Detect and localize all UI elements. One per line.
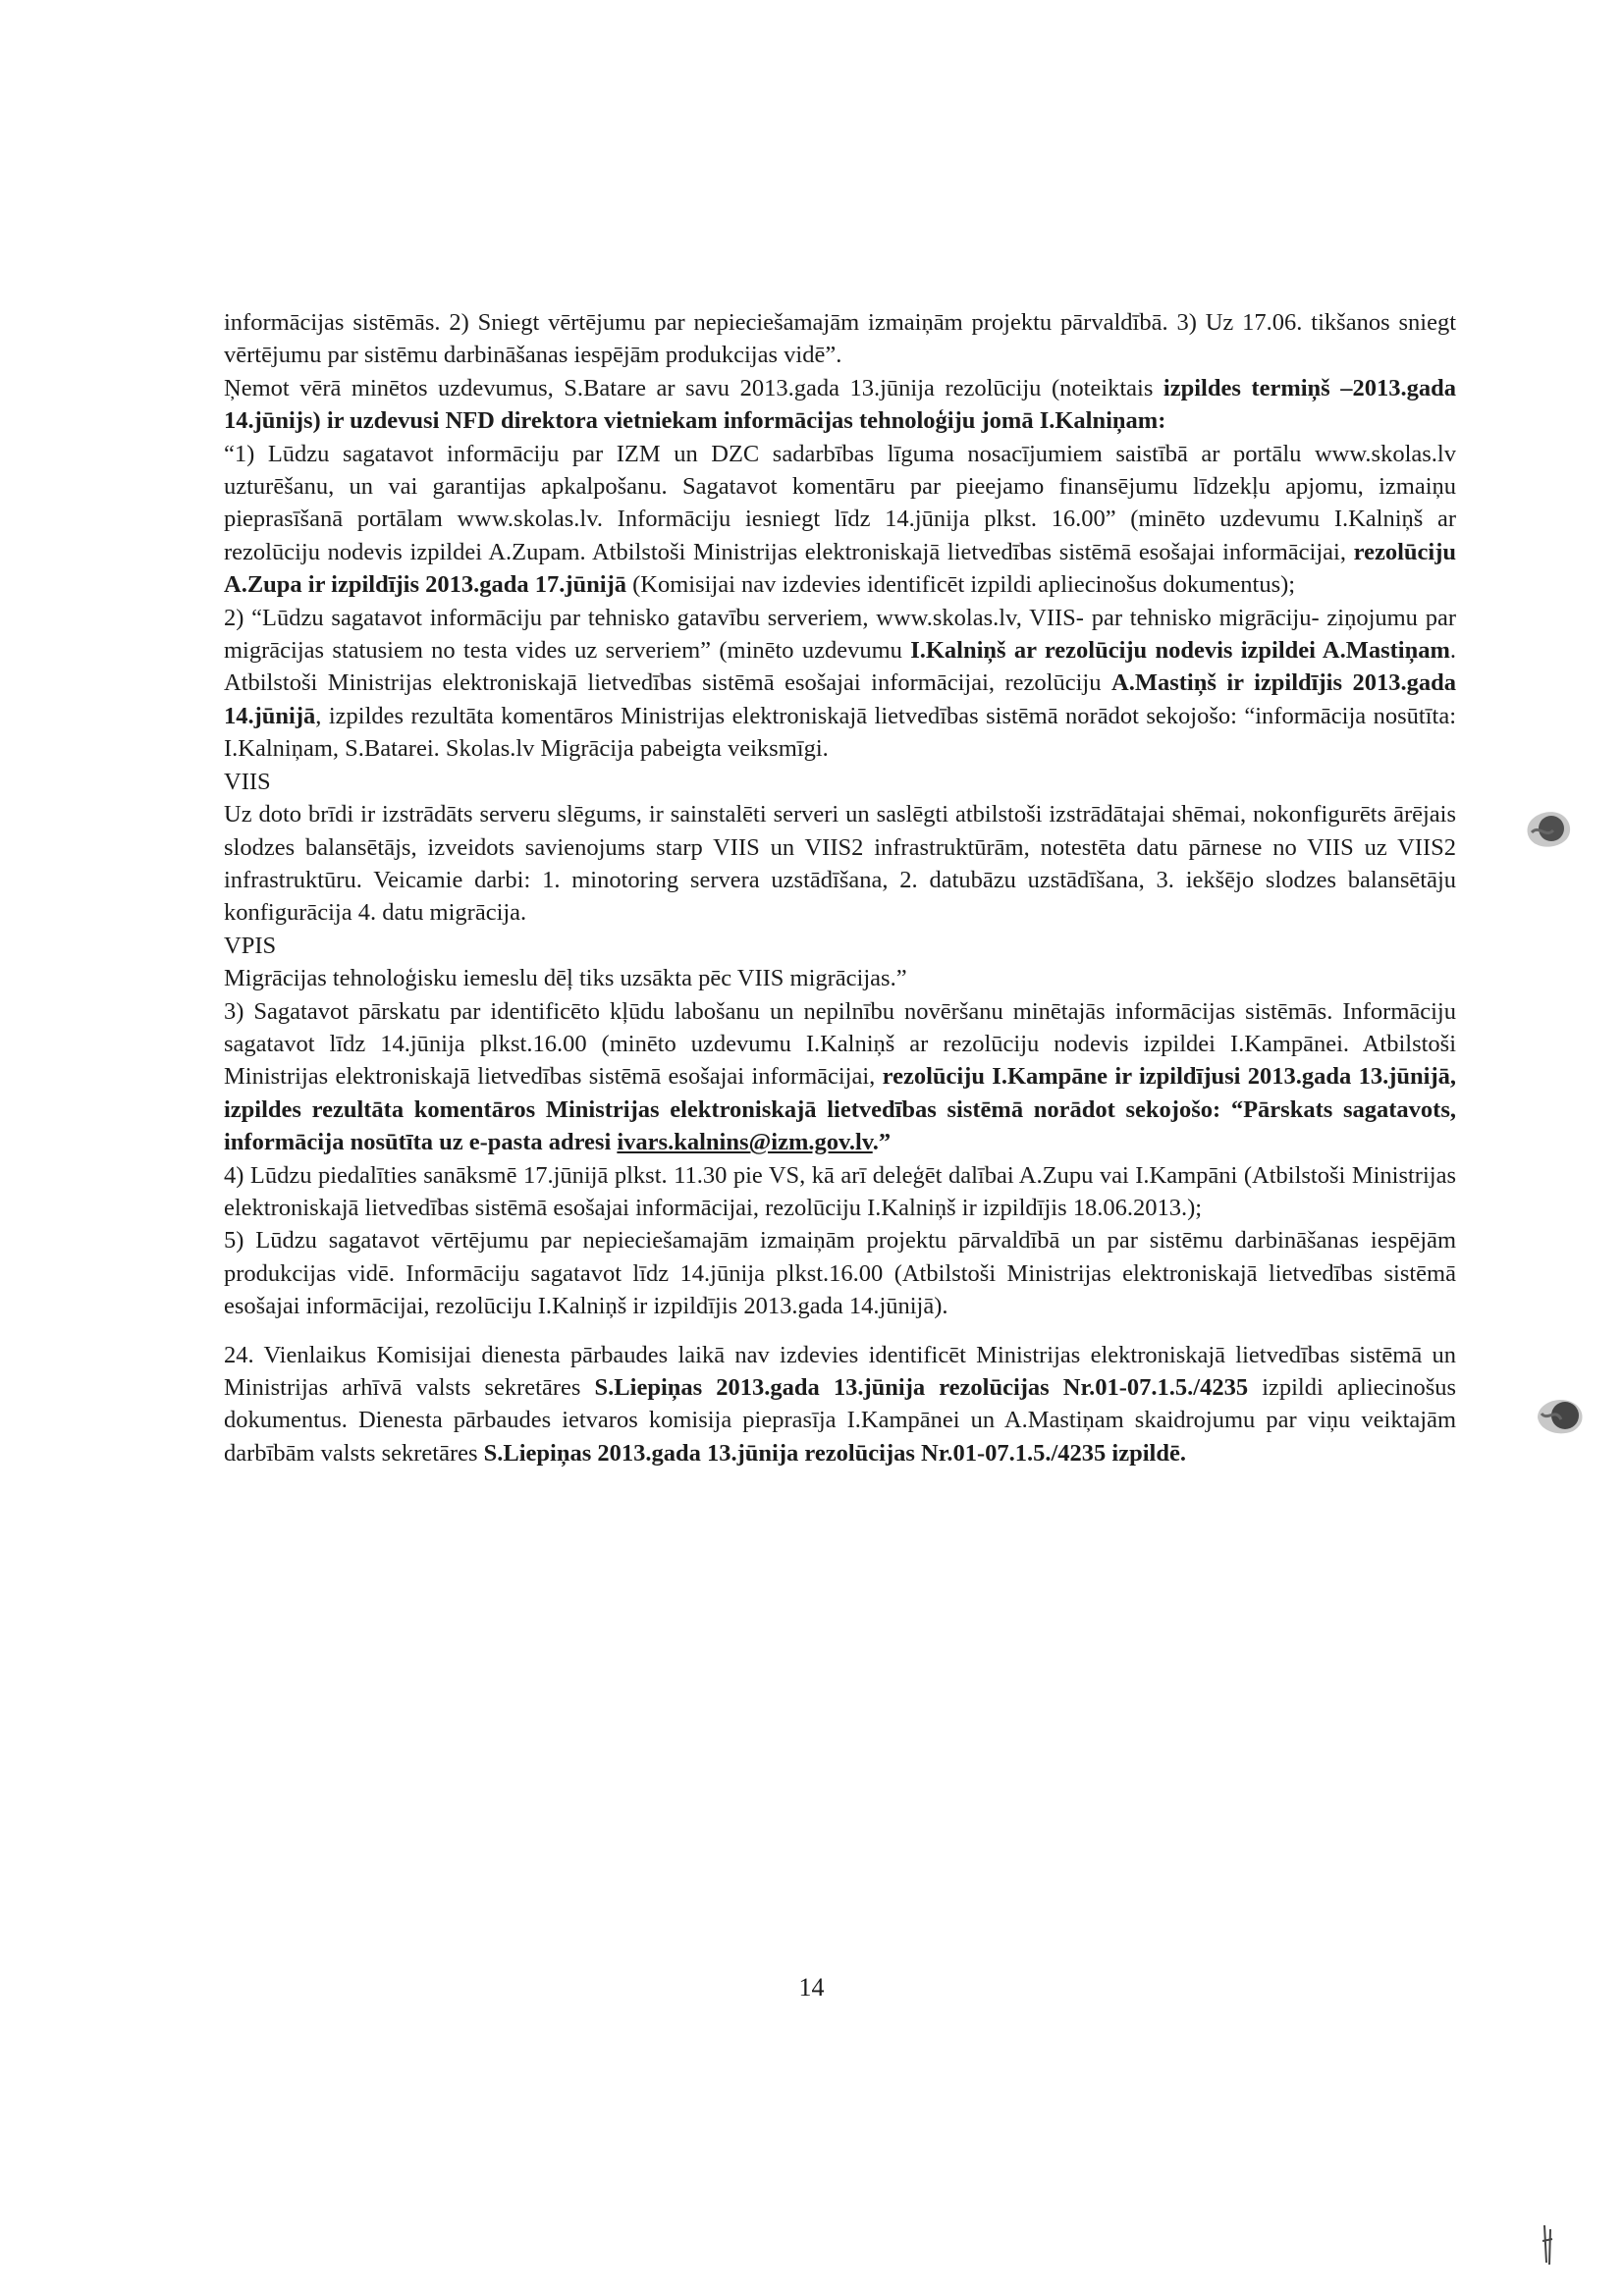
hole-punch-mark-icon	[1532, 1392, 1591, 1439]
page-number: 14	[798, 1973, 825, 2002]
paragraph-task-5: 5) Lūdzu sagatavot vērtējumu par nepieciešamajām izmaiņām projektu pārvaldībā un par sistēmu darbināšanas iespējām produkcijas vidē. Informāciju sagatavot līdz 14.jūnija plkst.16.00 (Atbilstoši Ministrijas elektroniskajā lietvedības sistēmā esošajai informācijai, rezolūciju I.Kalniņš ir izpildījis 2013.gada 14.jūnijā).	[224, 1227, 1456, 1320]
paragraph-24: 24. Vienlaikus Komisijai dienesta pārbaudes laikā nav izdevies identificēt Ministrijas elektroniskajā lietvedības sistēmā un Ministrijas arhīvā valsts sekretāres S.Liepiņas 2013.gada 13.jūnija rezolūcijas Nr.01-07.1.5./4235 izpildi apliecinošus dokumentus. Dienesta pārbaudes ietvaros komisija pieprasīja I.Kampānei un A.Mastiņam skaidrojumu par viņu veiktajām darbībām valsts sekretāres S.Liepiņas 2013.gada 13.jūnija rezolūcijas Nr.01-07.1.5./4235 izpildē.	[224, 1341, 1457, 1467]
heading-vpis: VPIS	[224, 932, 277, 959]
paragraph-task-2: 2) “Lūdzu sagatavot informāciju par tehnisko gatavību serveriem, www.skolas.lv, VIIS- par tehnisko migrāciju- ziņojumu par migrācijas statusiem no testa vides uz serveriem” (minēto uzdevumu I.Kalniņš ar rezolūciju nodevis izpildei A.Mastiņam. Atbilstoši Ministrijas elektroniskajā lietvedības sistēmā esošajai informācijai, rezolūciju A.Mastiņš ir izpildījis 2013.gada 14.jūnijā, izpildes rezultāta komentāros Ministrijas elektroniskajā lietvedības sistēmā norādot sekojošo: “informācija nosūtīta: I.Kalniņam, S.Batarei. Skolas.lv Migrācija pabeigta veiksmīgi.	[224, 604, 1456, 763]
paragraph-task-1: “1) Lūdzu sagatavot informāciju par IZM un DZC sadarbības līguma nosacījumiem saistībā ar portālu www.skolas.lv uzturēšanu, un vai garantijas apkalpošanu. Sagatavot komentāru par pieejamo finansējumu līdzekļu apjomu, izmaiņu pieprasīšanā portālam www.skolas.lv. Informāciju iesniegt līdz 14.jūnija plkst. 16.00” (minēto uzdevumu I.Kalniņš ar rezolūciju nodevis izpildei A.Zupam. Atbilstoši Ministrijas elektroniskajā lietvedības sistēmā esošajai informācijai, rezolūciju A.Zupa ir izpildījis 2013.gada 17.jūnijā (Komisijai nav izdevies identificēt izpildi apliecinošus dokumentus);	[224, 440, 1456, 599]
paragraph-task-4: 4) Lūdzu piedalīties sanāksmē 17.jūnijā plkst. 11.30 pie VS, kā arī deleģēt dalībai A.Zupu vai I.Kampāni (Atbilstoši Ministrijas elektroniskajā lietvedības sistēmā esošajai informācijai, rezolūciju I.Kalniņš ir izpildījis 18.06.2013.);	[224, 1161, 1456, 1221]
paragraph-intro: informācijas sistēmās. 2) Sniegt vērtējumu par nepieciešamajām izmaiņām projektu pārvaldībā. 3) Uz 17.06. tikšanos sniegt vērtējumu par sistēmu darbināšanas iespējām produkcijas vidē”.	[224, 309, 1456, 369]
document-body	[224, 306, 1456, 1469]
paragraph-vpis: Migrācijas tehnoloģisku iemeslu dēļ tiks uzsākta pēc VIIS migrācijas.”	[224, 965, 907, 992]
margin-handwritten-mark-icon	[1537, 2223, 1560, 2267]
paragraph-task-3: 3) Sagatavot pārskatu par identificēto kļūdu labošanu un nepilnību novēršanu minētajās informācijas sistēmās. Informāciju sagatavot līdz 14.jūnija plkst.16.00 (minēto uzdevumu I.Kalniņš ar rezolūciju nodevis izpildei I.Kampānei. Atbilstoši Ministrijas elektroniskajā lietvedības sistēmā esošajai informācijai, rezolūciju I.Kampāne ir izpildījusi 2013.gada 13.jūnijā, izpildes rezultāta komentāros Ministrijas elektroniskajā lietvedības sistēmā norādot sekojošo: “Pārskats sagatavots, informācija nosūtīta uz e-pasta adresi ivars.kalnins@izm.gov.lv.”	[224, 997, 1456, 1156]
paragraph-resolution-batare: Ņemot vērā minētos uzdevumus, S.Batare ar savu 2013.gada 13.jūnija rezolūciju (noteiktais izpildes termiņš –2013.gada 14.jūnijs) ir uzdevusi NFD direktora vietniekam informācijas tehnoloģiju jomā I.Kalniņam:	[224, 374, 1456, 435]
heading-viis: VIIS	[224, 768, 271, 795]
email-link: ivars.kalnins@izm.gov.lv	[617, 1129, 873, 1156]
paragraph-viis: Uz doto brīdi ir izstrādāts serveru slēgums, ir sainstalēti serveri un saslēgti atbilstoši izstrādātajai shēmai, nokonfigurēts ārējais slodzes balansētājs, izveidots savienojums starp VIIS un VIIS2 infrastruktūrām, notestēta datu pārnese no VIIS uz VIIS2 infrastruktūru. Veicamie darbi: 1. minotoring servera uzstādīšana, 2. datubāzu uzstādīšana, 3. iekšējo slodzes balansētāju konfigurācija 4. datu migrācija.	[224, 801, 1456, 927]
hole-punch-mark-icon	[1520, 805, 1579, 852]
